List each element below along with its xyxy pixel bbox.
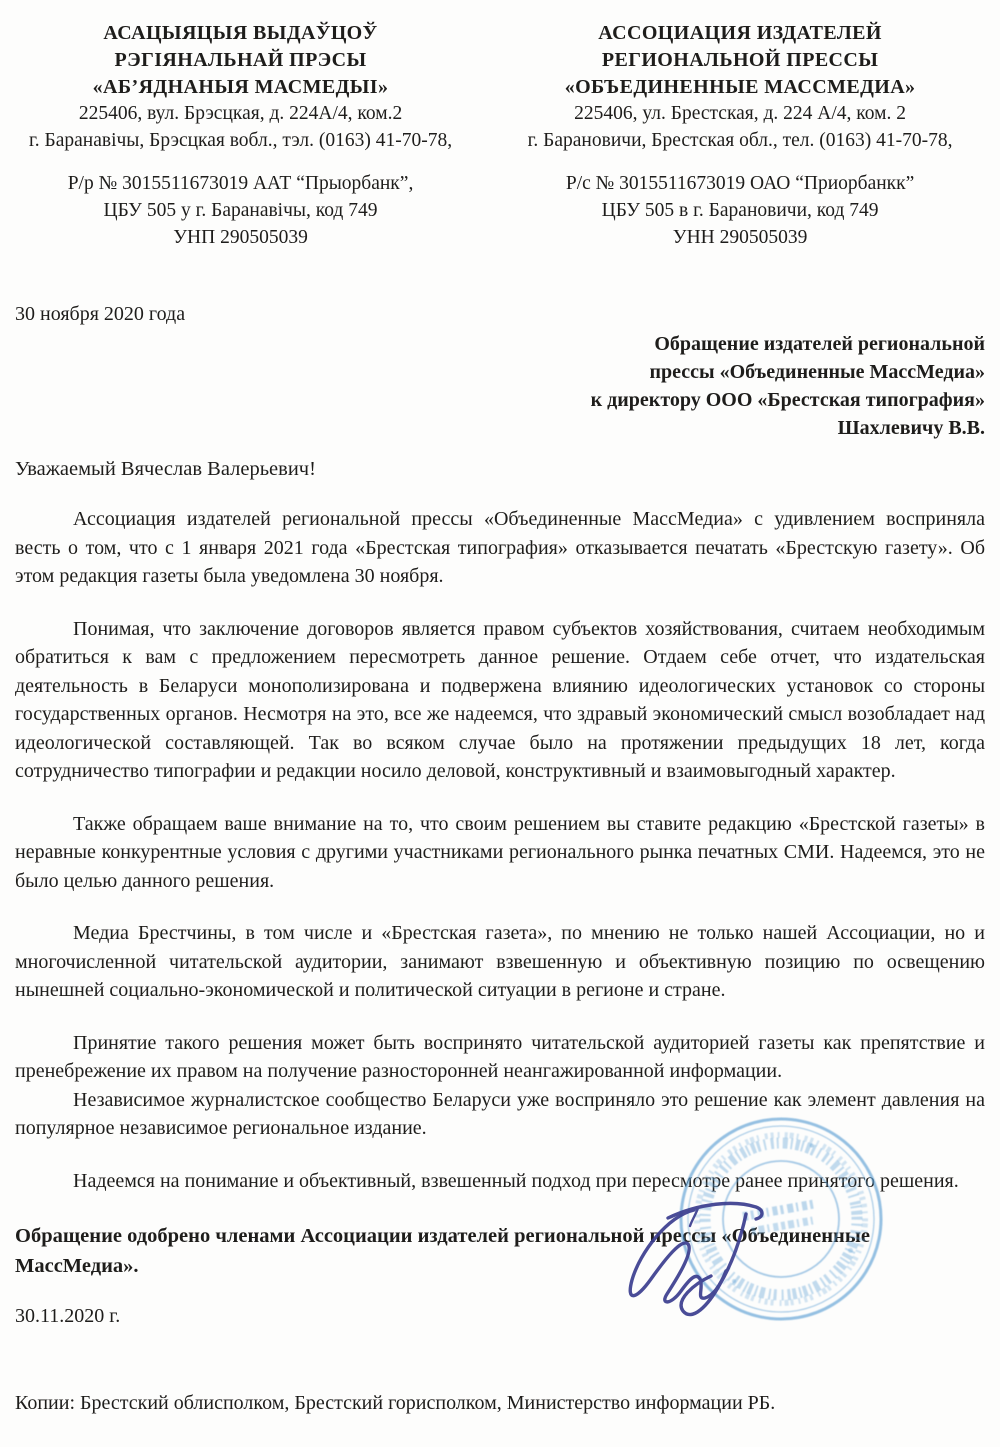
letterhead-left-bank-line: УНП 290505039 [173, 227, 308, 248]
letterhead-left-address-line: 225406, вул. Брэсцкая, д. 224А/4, ком.2 [78, 103, 403, 124]
letterhead-left-bank-line: ЦБУ 505 у г. Баранавічы, код 749 [103, 200, 378, 221]
recipient-line: к директору ООО «Брестская типография» [590, 389, 985, 411]
letterhead-right-title-line: «ОБЪЕДИНЕННЫЕ МАССМЕДИА» [564, 76, 916, 98]
recipient-line: Обращение издателей региональной [654, 333, 985, 355]
body-paragraph: Также обращаем ваше внимание на то, что своим решением вы ставите редакцию «Брестской газеты» в неравные конкурентные условия с другими участниками регионального рынка печатных СМИ. Надеемся, это не было целью данного решения. [15, 812, 985, 892]
letterhead-right-address-line: г. Барановичи, Брестская обл., тел. (0163) 41-70-78, [527, 129, 953, 151]
letterhead-left-address-line: г. Баранавічы, Брэсцкая вобл., тэл. (0163) 41-70-78, [28, 129, 453, 151]
letterhead-right-title-line: АССОЦИАЦИЯ ИЗДАТЕЛЕЙ [598, 22, 882, 44]
letterhead-right-title-line: РЕГИОНАЛЬНОЙ ПРЕССЫ [601, 49, 879, 71]
letterhead-left-address [15, 101, 466, 154]
letterhead-left-bank-details [15, 170, 466, 251]
body-paragraph: Надеемся на понимание и объективный, взвешенный подход при пересмотре ранее принятого решения. [73, 1169, 959, 1192]
recipient-block [15, 330, 985, 442]
letterhead [15, 20, 985, 251]
letter-date: 30 ноября 2020 года [15, 303, 186, 325]
salutation: Уважаемый Вячеслав Валерьевич! [15, 458, 316, 480]
recipient-line: прессы «Объединенные МассМедиа» [649, 361, 985, 383]
body-paragraph: Ассоциация издателей региональной прессы «Объединенные МассМедиа» с удивлением восприняла весть о том, что с 1 января 2021 года «Брестская типография» отказывается печатать «Брестскую газету». Об этом редакция газеты была уведомлена 30 ноября. [15, 508, 985, 587]
body-paragraph: Независимое журналистское сообщество Беларуси уже восприняло это решение как элемент давления на популярное независимое региональное издание. [15, 1088, 985, 1139]
letterhead-right-bank-details [495, 170, 985, 251]
letterhead-left-title-line: АСАЦЫЯЦЫЯ ВЫДАЎЦОЎ [103, 22, 378, 44]
letterhead-left-title [15, 20, 466, 101]
body-paragraph: Медиа Брестчины, в том числе и «Брестская газета», по мнению не только нашей Ассоциации, но и многочисленной читательской аудитории, занимают взвешенную и объективную позицию по освещению нынешней социально-экономической и политической ситуации в регионе и стране. [15, 922, 985, 1001]
recipient-line: Шахлевичу В.В. [837, 417, 985, 439]
letterhead-left [15, 20, 466, 251]
letterhead-right-address [495, 101, 985, 154]
copies-line: Копии: Брестский облисполком, Брестский горисполком, Министерство информации РБ. [15, 1392, 776, 1414]
letterhead-right-bank-line: УНН 290505039 [672, 227, 808, 248]
body-paragraph: Понимая, что заключение договоров является правом субъектов хозяйствования, считаем необходимым обратиться к вам с предложением пересмотреть данное решение. Отдаем себе отчет, что издательская деятельность в Беларуси монополизирована и подвержена влиянию идеологических установок со стороны государственных органов. Несмотря на это, все же надеемся, что здравый экономический смысл возобладает над идеологической составляющей. Так во всяком случае было на протяжении предыдущих 18 лет, когда сотрудничество типографии и редакции носило деловой, конструктивный и взаимовыгодный характер. [15, 617, 985, 782]
letterhead-right-title [495, 20, 985, 101]
letterhead-left-bank-line: Р/р № 3015511673019 ААТ “Прыорбанк”, [67, 173, 414, 194]
body-paragraph: Принятие такого решения может быть воспринято читательской аудиторией газеты как препятствие и пренебрежение их правом на получение разносторонней неангажированной информации. [15, 1031, 985, 1082]
signature-date: 30.11.2020 г. [15, 1305, 121, 1327]
letterhead-left-title-line: РЭГІЯНАЛЬНАЙ ПРЭСЫ [114, 49, 367, 71]
letterhead-left-title-line: «АБ’ЯДНАНЫЯ МАСМЕДЫІ» [92, 76, 389, 98]
letterhead-right-bank-line: ЦБУ 505 в г. Барановичи, код 749 [601, 200, 879, 221]
letterhead-right [495, 20, 985, 251]
letterhead-right-address-line: 225406, ул. Брестская, д. 224 А/4, ком. 2 [574, 103, 906, 124]
approval-statement: Обращение одобрено членами Ассоциации издателей региональной прессы «Объединенные МассМедиа». [15, 1225, 870, 1277]
letterhead-right-bank-line: Р/с № 3015511673019 ОАО “Приорбанкк” [565, 173, 915, 194]
